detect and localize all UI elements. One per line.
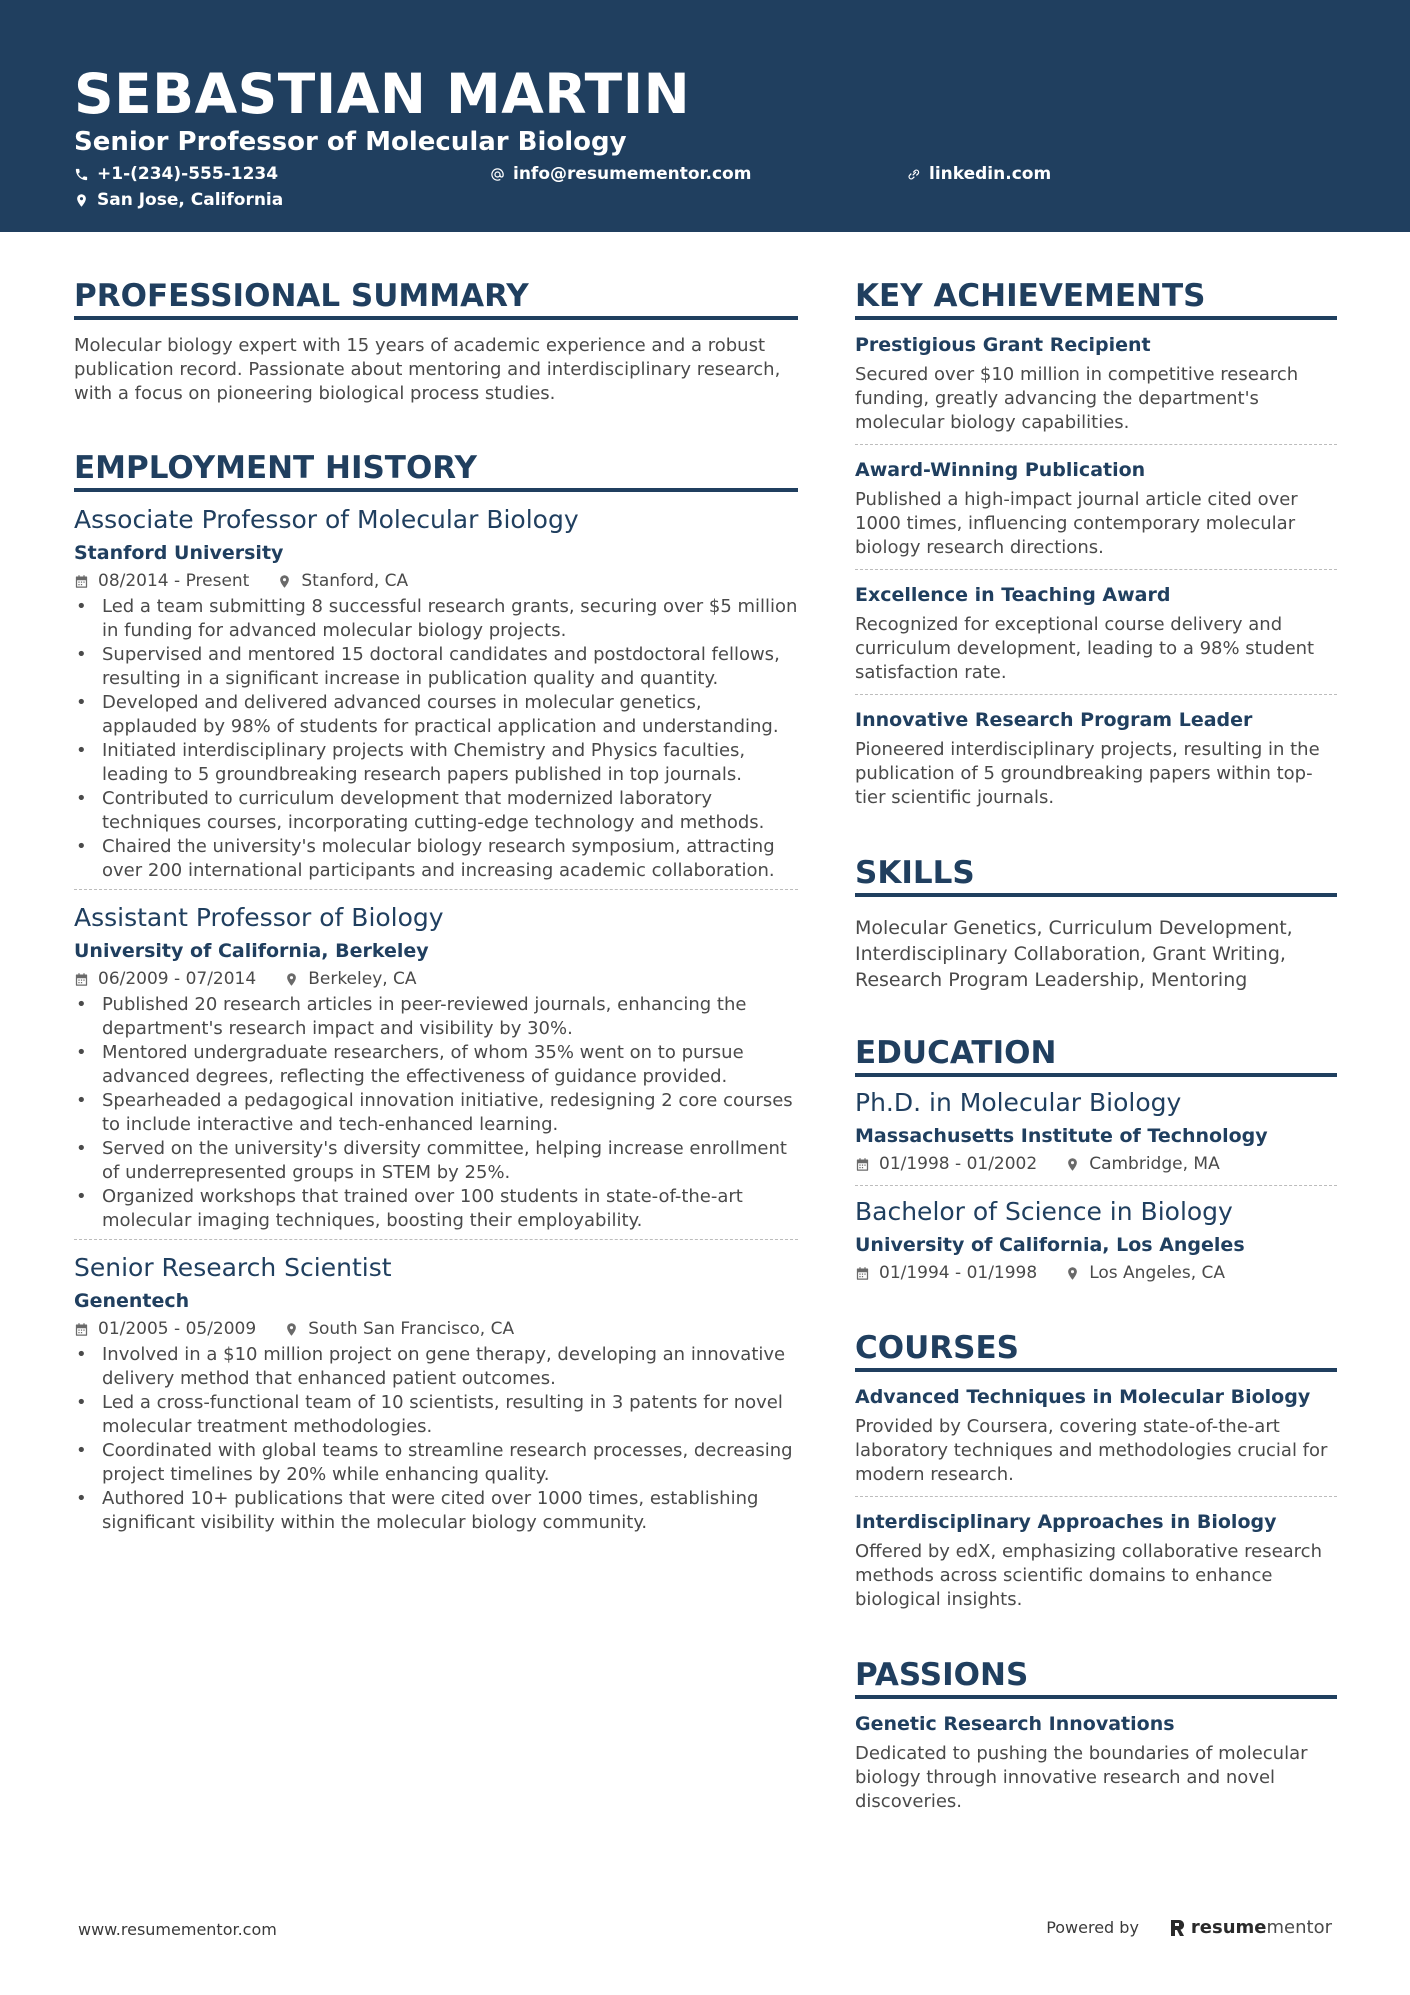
courses-description: Offered by edX, emphasizing collaborative research methods across scientific domains to enhance biological insights.: [855, 1541, 1322, 1610]
job-role: Associate Professor of Molecular Biology: [74, 505, 579, 534]
courses-list: [855, 1384, 1337, 1621]
bullet-list: [74, 595, 798, 883]
date-range: 01/1994 - 01/1998: [879, 1263, 1038, 1283]
passions-heading: PASSIONS: [855, 1655, 1337, 1699]
location-text: Cambridge, MA: [1089, 1154, 1220, 1174]
brand-bold: resume: [1190, 1917, 1267, 1938]
job-role: Senior Research Scientist: [74, 1253, 392, 1282]
location-text: Stanford, CA: [301, 571, 409, 591]
location-pin-icon: [1065, 1157, 1080, 1172]
courses-heading: COURSES: [855, 1328, 1337, 1372]
bullet-item: • Organized workshops that trained over 100 students in state-of-the-art molecular imaging techniques, boosting their employability.: [74, 1185, 798, 1233]
achievements-description: Secured over $10 million in competitive research funding, greatly advancing the department's molecular biology capabilities.: [855, 364, 1299, 433]
job-entry: [74, 504, 798, 890]
job-company: Genentech: [74, 1290, 190, 1312]
meta-row: [855, 1261, 1337, 1285]
employment-list: [74, 504, 798, 1541]
education-entry: [855, 1196, 1337, 1294]
calendar-icon: [855, 1266, 870, 1281]
achievements-item: [855, 332, 1337, 445]
phone-icon: [74, 167, 89, 182]
skills-text: Molecular Genetics, Curriculum Development, Interdisciplinary Collaboration, Grant Writing, Research Program Leadership, Mentoring: [855, 917, 1293, 991]
location-pin-icon: [277, 574, 292, 589]
achievements-title: Prestigious Grant Recipient: [855, 334, 1151, 356]
education-list: [855, 1087, 1337, 1294]
footer-branding: [1046, 1917, 1332, 1938]
at-icon: [490, 167, 505, 182]
bullet-list: [74, 993, 798, 1233]
contact-linkedin: [906, 163, 1051, 185]
location-text: San Jose, California: [97, 190, 284, 210]
phone-text[interactable]: +1-(234)-555-1234: [97, 164, 279, 184]
footer-website[interactable]: www.resumementor.com: [78, 1920, 277, 1939]
location-pin-icon: [284, 1322, 299, 1337]
bullet-list: [74, 1343, 798, 1535]
bullet-item: • Authored 10+ publications that were cited over 1000 times, establishing significant visibility within the molecular biology community.: [74, 1487, 798, 1535]
job-company: Stanford University: [74, 542, 284, 564]
achievements-title: Award-Winning Publication: [855, 459, 1146, 481]
email-text[interactable]: info@resumementor.com: [513, 164, 752, 184]
calendar-icon: [855, 1157, 870, 1172]
summary-text: Molecular biology expert with 15 years of academic experience and a robust publication record. Passionate about mentoring and interdisciplinary research, with a focus on pioneering biological process studies.: [74, 335, 781, 404]
achievements-description: Recognized for exceptional course delivery and curriculum development, leading to a 98% student satisfaction rate.: [855, 614, 1315, 683]
bullet-item: • Published 20 research articles in peer-reviewed journals, enhancing the department's research impact and visibility by 30%.: [74, 993, 798, 1041]
date-range: 01/2005 - 05/2009: [98, 1319, 257, 1339]
location-pin-icon: [1065, 1266, 1080, 1281]
location: [277, 569, 408, 593]
bullet-item: • Served on the university's diversity committee, helping increase enrollment of underrepresented groups in STEM by 25%.: [74, 1137, 798, 1185]
job-company: University of California, Berkeley: [74, 940, 429, 962]
location-text: Berkeley, CA: [308, 969, 417, 989]
achievements-heading: KEY ACHIEVEMENTS: [855, 276, 1337, 320]
meta-row: [855, 1152, 1337, 1176]
contact-phone: [74, 163, 278, 185]
achievements-list: [855, 332, 1337, 819]
candidate-name: SEBASTIAN MARTIN: [74, 62, 691, 126]
degree: Bachelor of Science in Biology: [855, 1197, 1233, 1226]
meta-row: [74, 967, 798, 991]
location: [1065, 1261, 1225, 1285]
location-pin-icon: [284, 972, 299, 987]
date-range: 08/2014 - Present: [98, 571, 250, 591]
passions-description: Dedicated to pushing the boundaries of molecular biology through innovative research and novel discoveries.: [855, 1743, 1308, 1812]
passions-title: Genetic Research Innovations: [855, 1713, 1175, 1735]
meta-row: [74, 1317, 798, 1341]
location-pin-icon: [74, 193, 89, 208]
achievements-item: [855, 707, 1337, 819]
employment-heading: EMPLOYMENT HISTORY: [74, 448, 798, 492]
courses-title: Interdisciplinary Approaches in Biology: [855, 1511, 1277, 1533]
courses-title: Advanced Techniques in Molecular Biology: [855, 1386, 1311, 1408]
logo-icon: [1169, 1919, 1185, 1937]
courses-description: Provided by Coursera, covering state-of-the-art laboratory techniques and methodologies crucial for modern research.: [855, 1416, 1328, 1485]
passions-list: [855, 1711, 1337, 1823]
achievements-item: [855, 582, 1337, 695]
right-column: [855, 276, 1337, 1823]
bullet-item: • Supervised and mentored 15 doctoral candidates and postdoctoral fellows, resulting in a significant increase in publication quality and quantity.: [74, 643, 798, 691]
achievements-description: Pioneered interdisciplinary projects, resulting in the publication of 5 groundbreaking papers within top-tier scientific journals.: [855, 739, 1320, 808]
location-text: Los Angeles, CA: [1089, 1263, 1226, 1283]
courses-item: [855, 1509, 1337, 1621]
bullet-item: • Spearheaded a pedagogical innovation initiative, redesigning 2 core courses to include interactive and tech-enhanced learning.: [74, 1089, 798, 1137]
achievements-title: Excellence in Teaching Award: [855, 584, 1171, 606]
location: [284, 967, 416, 991]
date-range: 01/1998 - 01/2002: [879, 1154, 1038, 1174]
achievements-item: [855, 457, 1337, 570]
job-role: Assistant Professor of Biology: [74, 903, 444, 932]
bullet-item: • Led a cross-functional team of 10 scientists, resulting in 3 patents for novel molecular treatment methodologies.: [74, 1391, 798, 1439]
education-heading: EDUCATION: [855, 1033, 1337, 1077]
link-icon: [906, 167, 921, 182]
calendar-icon: [74, 972, 89, 987]
contact-email: [490, 163, 751, 185]
location-text: South San Francisco, CA: [308, 1319, 515, 1339]
brand-logo[interactable]: [1169, 1917, 1332, 1938]
brand-light: mentor: [1266, 1917, 1332, 1938]
contact-location: [74, 189, 283, 211]
summary-heading: PROFESSIONAL SUMMARY: [74, 276, 798, 320]
linkedin-text[interactable]: linkedin.com: [929, 164, 1052, 184]
skills-heading: SKILLS: [855, 853, 1337, 897]
left-column: [74, 276, 798, 1541]
header-banner: [0, 0, 1410, 232]
location: [284, 1317, 514, 1341]
bullet-item: • Mentored undergraduate researchers, of whom 35% went on to pursue advanced degrees, reflecting the effectiveness of guidance provided.: [74, 1041, 798, 1089]
degree: Ph.D. in Molecular Biology: [855, 1088, 1182, 1117]
bullet-item: • Contributed to curriculum development that modernized laboratory techniques courses, incorporating cutting-edge technology and methods.: [74, 787, 798, 835]
date-range: 06/2009 - 07/2014: [98, 969, 257, 989]
education-entry: [855, 1087, 1337, 1186]
calendar-icon: [74, 1322, 89, 1337]
bullet-item: • Coordinated with global teams to streamline research processes, decreasing project timelines by 20% while enhancing quality.: [74, 1439, 798, 1487]
bullet-item: • Developed and delivered advanced courses in molecular genetics, applauded by 98% of students for practical application and understanding.: [74, 691, 798, 739]
bullet-item: • Led a team submitting 8 successful research grants, securing over $5 million in funding for advanced molecular biology projects.: [74, 595, 798, 643]
bullet-item: • Chaired the university's molecular biology research symposium, attracting over 200 international participants and increasing academic collaboration.: [74, 835, 798, 883]
school: Massachusetts Institute of Technology: [855, 1125, 1268, 1147]
bullet-item: • Initiated interdisciplinary projects with Chemistry and Physics faculties, leading to 5 groundbreaking research papers published in top journals.: [74, 739, 798, 787]
job-entry: [74, 902, 798, 1240]
achievements-description: Published a high-impact journal article cited over 1000 times, influencing contemporary molecular biology research directions.: [855, 489, 1298, 558]
meta-row: [74, 569, 798, 593]
job-entry: [74, 1252, 798, 1541]
courses-item: [855, 1384, 1337, 1497]
powered-by-label: Powered by: [1046, 1918, 1139, 1937]
location: [1065, 1152, 1220, 1176]
achievements-title: Innovative Research Program Leader: [855, 709, 1253, 731]
candidate-title: Senior Professor of Molecular Biology: [74, 127, 627, 157]
passions-item: [855, 1711, 1337, 1823]
bullet-item: • Involved in a $10 million project on gene therapy, developing an innovative delivery method that enhanced patient outcomes.: [74, 1343, 798, 1391]
school: University of California, Los Angeles: [855, 1234, 1245, 1256]
calendar-icon: [74, 574, 89, 589]
